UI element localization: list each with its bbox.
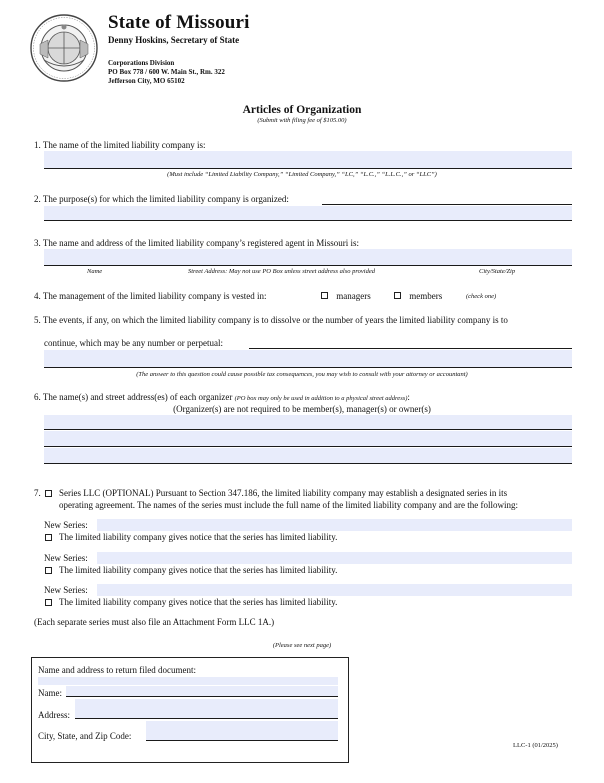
attachment-note: (Each separate series must also file an Attachment Form LLC 1A.) [34, 617, 275, 627]
agent-city-column-label: City/State/Zip [479, 268, 516, 275]
return-name-label: Name: [38, 688, 62, 698]
q7-label-line-2: operating agreement. The names of the series must include the full name of the limited liability company and are the following: [59, 500, 518, 510]
next-page-note: (Please see next page) [272, 642, 332, 649]
series-llc-checkbox[interactable] [45, 490, 52, 497]
form-id: LLC-1 (01/2025) [513, 742, 558, 749]
return-city-label: City, State, and Zip Code: [38, 731, 132, 741]
series-3-notice-checkbox[interactable] [45, 599, 52, 606]
filing-fee-note: (Submit with filing fee of $105.00) [257, 117, 347, 124]
address-line-1: PO Box 778 / 600 W. Main St., Rm. 322 [108, 68, 225, 76]
return-name-input[interactable] [66, 686, 338, 697]
managers-checkbox[interactable] [321, 292, 328, 299]
q3-label: 3. The name and address of the limited liability company’s registered agent in Missouri is: [34, 238, 360, 248]
series-2-label: New Series: [44, 553, 88, 563]
q7-label-line-1: Series LLC (OPTIONAL) Pursuant to Section 347.186, the limited liability company may establish a designated series in its [59, 488, 508, 498]
series-3-label: New Series: [44, 585, 88, 595]
dissolution-underline [249, 348, 572, 349]
q6-colon: : [407, 392, 410, 402]
purpose-input[interactable] [44, 206, 572, 221]
state-title: State of Missouri [108, 12, 250, 33]
series-3-notice: The limited liability company gives notice that the series has limited liability. [59, 597, 338, 607]
return-city-input[interactable] [146, 721, 338, 741]
purpose-underline [322, 204, 572, 205]
return-heading-field[interactable] [38, 677, 338, 685]
q1-label: 1. The name of the limited liability company is: [34, 140, 206, 150]
series-1-notice-checkbox[interactable] [45, 534, 52, 541]
q7-number: 7. [34, 488, 41, 498]
po-box-note: (PO box may only be used in addition to a physical street address) [234, 395, 408, 402]
q2-label: 2. The purpose(s) for which the limited liability company is organized: [34, 194, 289, 204]
return-address-label: Address: [38, 710, 70, 720]
registered-agent-input[interactable] [44, 249, 572, 266]
q6-label-text: 6. The name(s) and street address(es) of each organizer [34, 392, 233, 402]
series-2-notice-checkbox[interactable] [45, 567, 52, 574]
members-option[interactable] [394, 291, 442, 302]
series-1-input[interactable] [97, 519, 572, 531]
return-box-heading: Name and address to return filed document: [38, 665, 196, 675]
q5-label-line-2: continue, which may be any number or perpetual: [44, 338, 223, 348]
series-2-input[interactable] [97, 552, 572, 564]
tax-consequences-note: (The answer to this question could cause possible tax consequences, you may wish to consult with your attorney or accountant) [136, 371, 468, 378]
managers-option[interactable] [321, 291, 371, 302]
members-checkbox[interactable] [394, 292, 401, 299]
agent-name-column-label: Name [87, 268, 103, 275]
organizer-subtext: (Organizer(s) are not required to be member(s), manager(s) or owner(s) [173, 404, 431, 414]
agent-street-column-label: Street Address: May not use PO Box unless street address also provided [188, 268, 375, 275]
members-label: members [409, 291, 443, 301]
series-1-notice: The limited liability company gives notice that the series has limited liability. [59, 532, 338, 542]
llc-name-input[interactable] [44, 151, 572, 169]
address-line-2: Jefferson City, MO 65102 [108, 77, 185, 85]
managers-label: managers [336, 291, 371, 301]
organizer-input-3[interactable] [44, 448, 572, 464]
q4-label: 4. The management of the limited liability company is vested in: [34, 291, 267, 301]
series-3-input[interactable] [97, 584, 572, 596]
series-1-label: New Series: [44, 520, 88, 530]
document-title: Articles of Organization [242, 104, 362, 116]
state-seal-icon [30, 14, 98, 82]
organizer-input-2[interactable] [44, 431, 572, 447]
return-address-input[interactable] [75, 699, 338, 719]
check-one-note: (check one) [466, 293, 497, 300]
office-address [108, 59, 225, 86]
q5-label-line-1: 5. The events, if any, on which the limited liability company is to dissolve or the number of years the limited liability company is to [34, 315, 508, 325]
organizer-input-1[interactable] [44, 415, 572, 430]
q6-label [34, 392, 410, 404]
secretary-name: Denny Hoskins, Secretary of State [108, 35, 240, 45]
series-2-notice: The limited liability company gives notice that the series has limited liability. [59, 565, 338, 575]
division-name: Corporations Division [108, 59, 175, 67]
q1-name-requirements-note: (Must include “Limited Liability Company,” “Limited Company,” “LC,” “L.C.,” “L.L.C.,” or “LLC”) [167, 171, 437, 178]
dissolution-input[interactable] [44, 350, 572, 368]
